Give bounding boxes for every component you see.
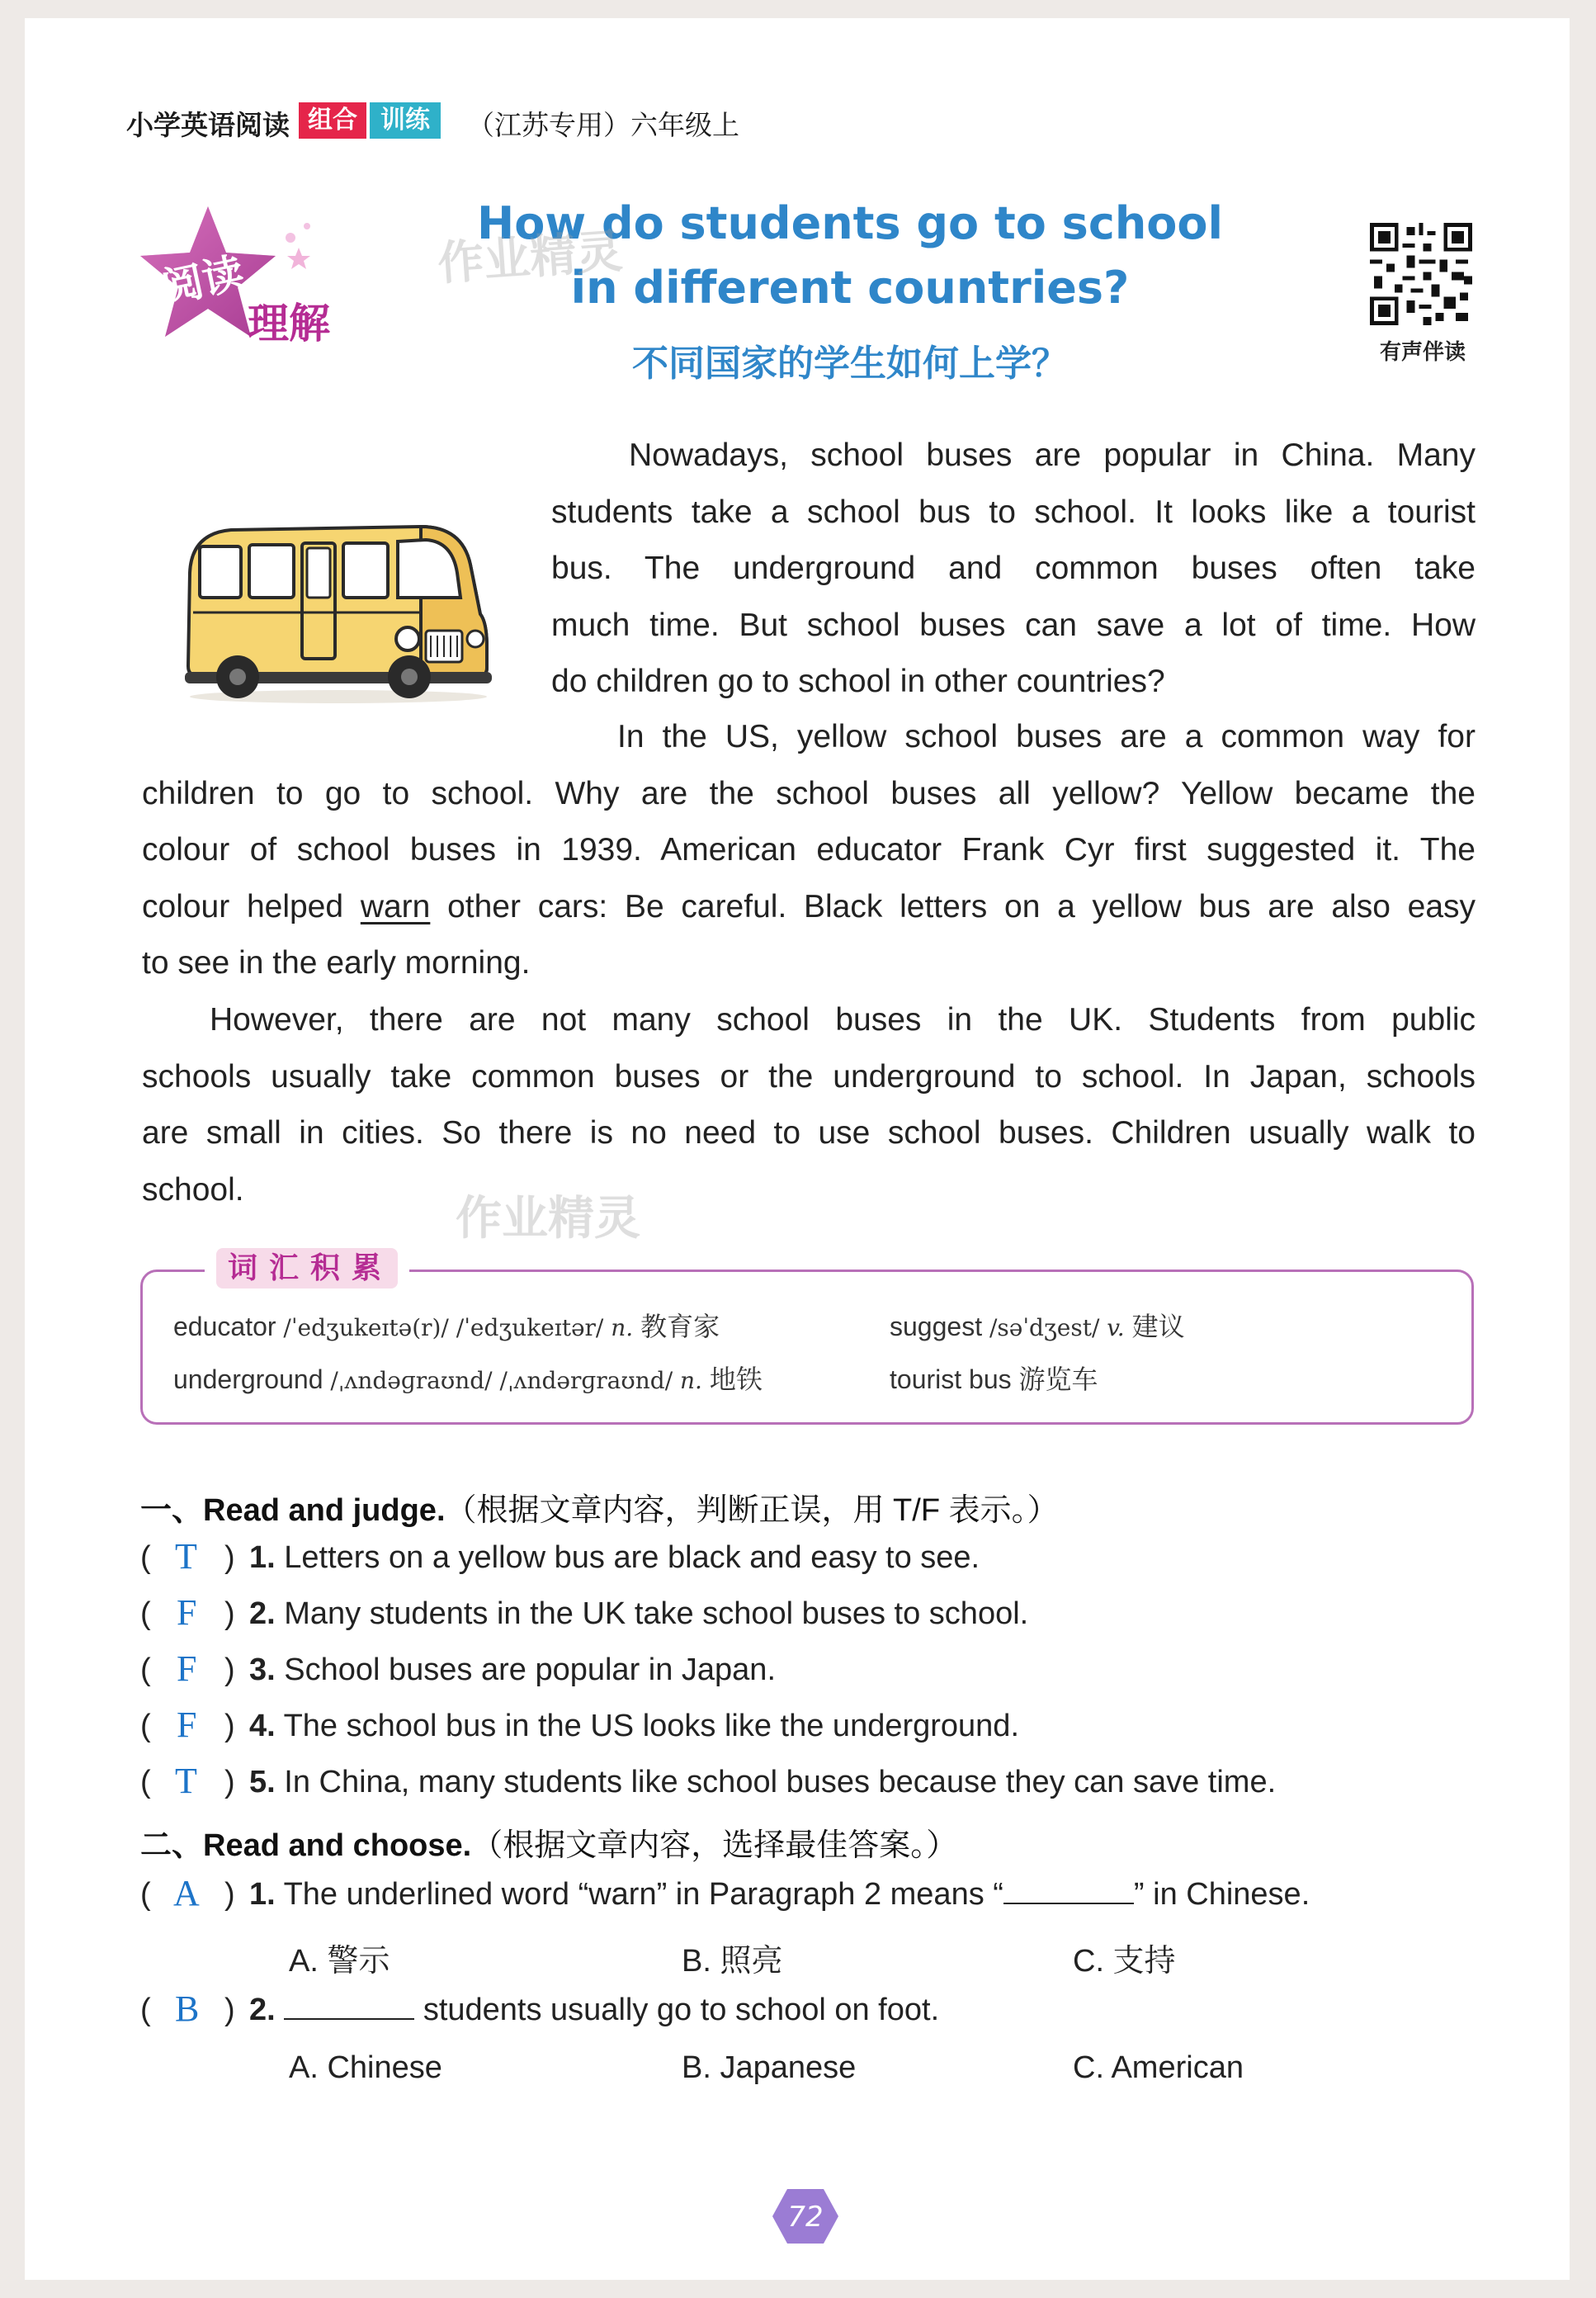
vocab-item-tourist-bus: tourist bus 游览车 xyxy=(890,1364,1098,1394)
option-b[interactable]: B. 照亮 xyxy=(682,1944,783,1979)
school-bus-illustration xyxy=(173,515,503,705)
passage-line: bus. The underground and common buses often take xyxy=(551,551,1476,586)
passage-line: much time. But school buses can save a lot of time. How xyxy=(551,607,1476,643)
answer-f[interactable]: F xyxy=(177,1648,197,1689)
answer-t[interactable]: T xyxy=(175,1536,197,1577)
passage-line xyxy=(142,879,1476,936)
page-number: 72 xyxy=(787,2201,824,2234)
passage-line: do children go to school in other countries? xyxy=(551,664,1165,699)
passage-paragraph-3 xyxy=(142,992,1476,1218)
vocabulary-box xyxy=(140,1270,1474,1425)
title-line-1: How do students go to school xyxy=(477,197,1223,249)
answer-f[interactable]: F xyxy=(177,1705,197,1745)
answer-blank[interactable] xyxy=(284,1993,414,2020)
watermark: 作业精灵 xyxy=(456,1192,640,1246)
series-tag-training: 训练 xyxy=(370,102,441,139)
audio-reading-label: 有声伴读 xyxy=(1379,340,1466,365)
option-b[interactable]: B. Japanese xyxy=(682,2050,857,2085)
passage-text: other cars: Be careful. Black letters on a yellow bus are also easy xyxy=(447,888,1476,924)
choose-item-2: ( B ) 2. students usually go to school on foot. xyxy=(140,1988,940,2029)
title-line-2: in different countries? xyxy=(570,262,1130,314)
answer-a[interactable]: A xyxy=(173,1873,200,1913)
judge-item-2: ( F ) 2. Many students in the UK take school buses to school. xyxy=(140,1592,1029,1633)
badge-label-reading: 阅读 xyxy=(157,248,248,313)
book-series-title: 小学英语阅读 xyxy=(126,109,290,141)
option-a[interactable]: A. 警示 xyxy=(289,1944,390,1979)
passage-line: are small in cities. So there is no need to use school buses. Children usually walk to xyxy=(142,1115,1476,1151)
passage-line: However, there are not many school buses in the UK. Students from public xyxy=(210,1002,1476,1038)
answer-blank[interactable] xyxy=(1003,1878,1134,1904)
answer-t[interactable]: T xyxy=(175,1761,197,1801)
underlined-word-warn: warn xyxy=(360,888,431,924)
judge-item-5: ( T ) 5. In China, many students like school buses because they can save time. xyxy=(140,1761,1277,1801)
series-tag-combo: 组合 xyxy=(299,102,366,139)
judge-item-4: ( F ) 4. The school bus in the US looks like the underground. xyxy=(140,1705,1020,1745)
passage-text: colour helped xyxy=(142,888,344,924)
option-a[interactable]: A. Chinese xyxy=(289,2050,442,2085)
vocabulary-heading: 词汇积累 xyxy=(205,1245,409,1287)
vocab-item-suggest: suggest /səˈdʒest/ v. 建议 xyxy=(890,1312,1185,1341)
passage-line: colour of school buses in 1939. American educator Frank Cyr first suggested it. The xyxy=(142,832,1476,868)
answer-f[interactable]: F xyxy=(177,1592,197,1633)
passage-line: schools usually take common buses or the underground to school. In Japan, schools xyxy=(142,1058,1476,1095)
section-2-heading: 二、Read and choose.（根据文章内容，选择最佳答案。） xyxy=(140,1828,958,1863)
passage-line: to see in the early morning. xyxy=(142,945,531,981)
option-c[interactable]: C. 支持 xyxy=(1073,1944,1176,1979)
watermark: 作业精灵 xyxy=(436,225,625,291)
badge-label-comprehension: 理解 xyxy=(248,300,330,348)
passage-line: Nowadays, school buses are popular in China. Many xyxy=(629,437,1476,473)
choose-item-1: ( A ) 1. The underlined word “warn” in Paragraph 2 means “ ” in Chinese. xyxy=(140,1873,1310,1913)
passage-line: students take a school bus to school. It looks like a tourist xyxy=(551,494,1476,530)
passage-paragraph-1 xyxy=(551,428,1476,711)
answer-b[interactable]: B xyxy=(175,1988,200,2029)
qr-code-icon[interactable] xyxy=(1370,223,1472,325)
passage-line: In the US, yellow school buses are a common way for xyxy=(617,719,1476,754)
passage-paragraph-2 xyxy=(142,709,1476,992)
vocab-item-educator: educator /ˈedʒukeɪtə(r)/ /ˈedʒukeɪtər/ n. 教育家 xyxy=(173,1312,720,1341)
vocab-item-underground: underground /ˌʌndəɡraʊnd/ /ˌʌndərɡraʊnd/ n. 地铁 xyxy=(173,1364,763,1394)
book-edition: （江苏专用）六年级上 xyxy=(467,109,739,141)
passage-line: school. xyxy=(142,1171,244,1208)
article-title-chinese: 不同国家的学生如何上学？ xyxy=(632,343,1068,385)
judge-item-1: ( T ) 1. Letters on a yellow bus are black and easy to see. xyxy=(140,1536,980,1577)
judge-item-3: ( F ) 3. School buses are popular in Japan. xyxy=(140,1648,777,1689)
option-c[interactable]: C. American xyxy=(1073,2050,1244,2085)
section-1-heading: 一、Read and judge.（根据文章内容，判断正误，用 T/F 表示。） xyxy=(140,1493,1059,1528)
passage-line: children to go to school. Why are the school buses all yellow? Yellow became the xyxy=(142,775,1476,811)
